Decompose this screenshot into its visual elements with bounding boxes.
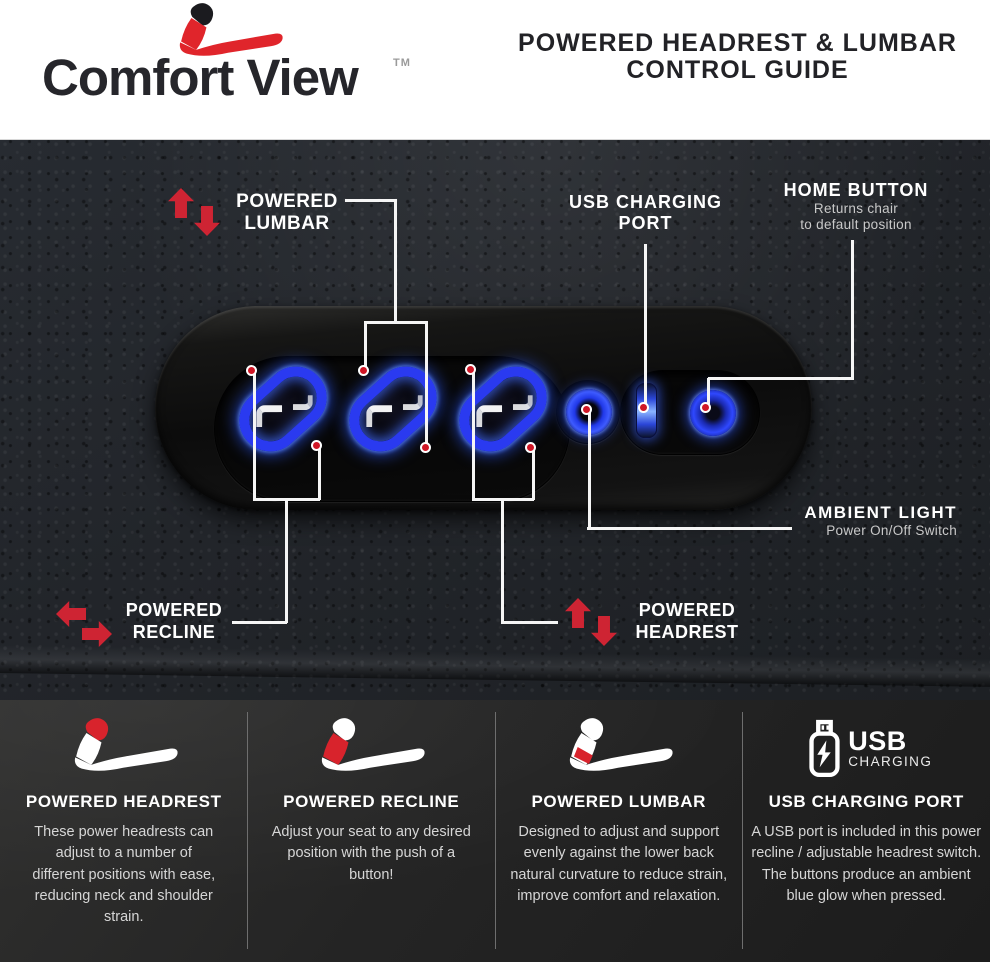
feature-usb-charging: [743, 700, 990, 962]
reflection-highlight: [366, 405, 392, 427]
callout-dot: [246, 365, 257, 376]
recline-callout-label: RECLINE: [132, 622, 216, 642]
lumbar-callout-label: POWERED: [236, 191, 338, 212]
feature-body: Adjust your seat to any desired position with the push of a button!: [271, 824, 471, 883]
cushion-seam: [0, 645, 990, 688]
right-arrow-icon: [82, 621, 112, 647]
reflection-highlight: [403, 395, 423, 410]
home-button[interactable]: [690, 390, 736, 436]
down-arrow-icon: [194, 206, 220, 236]
usb-callout-label: USB CHARGING: [568, 192, 722, 212]
home-button-callout: [770, 180, 942, 233]
headrest-callout-label: HEADREST: [635, 622, 739, 642]
page-title-line2: CONTROL GUIDE: [626, 56, 849, 84]
callout-line: [644, 244, 647, 410]
page-title-line1: POWERED HEADREST & LUMBAR: [518, 29, 957, 57]
callout-dot: [525, 442, 536, 453]
callout-line: [232, 621, 287, 624]
feature-heading: USB CHARGING PORT: [768, 792, 964, 811]
callout-line: [501, 498, 504, 623]
callout-dot: [700, 402, 711, 413]
callout-line: [707, 378, 710, 404]
usb-stick-icon: [800, 715, 848, 781]
feature-body: Designed to adjust and support evenly against the lower back natural curvature to reduce strain, improve comfort and relaxation.: [510, 824, 728, 904]
reflection-highlight: [256, 405, 282, 427]
callout-dot: [311, 440, 322, 451]
reflection-highlight: [513, 395, 533, 410]
feature-heading: POWERED HEADREST: [25, 792, 222, 811]
up-arrow-icon: [565, 598, 591, 628]
down-arrow-icon: [591, 616, 617, 646]
callout-line: [851, 240, 854, 380]
callout-dot: [358, 365, 369, 376]
header: [0, 0, 990, 140]
callout-line: [394, 200, 397, 322]
feature-body: These power headrests can adjust to a number of different positions with ease, reducing neck and shoulder strain.: [32, 824, 216, 926]
home-callout-title: HOME BUTTON: [783, 180, 929, 200]
usb-callout-label: PORT: [618, 213, 673, 233]
brand-wordmark: Comfort View: [42, 49, 358, 106]
callout-line: [532, 450, 535, 500]
callout-line: [345, 199, 397, 202]
usb-charging-icon: [743, 714, 990, 782]
left-arrow-icon: [56, 601, 86, 627]
home-callout-sub: to default position: [800, 217, 912, 232]
chair-red-headrest-icon: [0, 714, 248, 782]
usb-port-callout: [563, 192, 728, 234]
callout-line: [501, 621, 558, 624]
callout-line: [472, 372, 475, 500]
trademark-symbol: TM: [393, 57, 411, 69]
reflection-highlight: [476, 405, 502, 427]
callout-line: [708, 377, 853, 380]
feature-heading: POWERED RECLINE: [283, 792, 460, 811]
feature-powered-recline: [248, 700, 496, 962]
chair-red-backrest-icon: [248, 714, 496, 782]
usb-icon-label: USB: [848, 726, 907, 756]
reflection-highlight: [293, 395, 313, 410]
feature-body: A USB port is included in this power recline / adjustable headrest switch. The buttons produce an ambient blue glow when pressed.: [751, 824, 982, 904]
callout-dot: [581, 404, 592, 415]
callout-dot: [638, 402, 649, 413]
feature-powered-lumbar: [495, 700, 743, 962]
chair-red-lumbar-icon: [495, 714, 743, 782]
control-panel-photo: [0, 140, 990, 700]
callout-line: [425, 322, 428, 450]
feature-strip: [0, 700, 990, 962]
callout-dot: [420, 442, 431, 453]
callout-line: [318, 448, 321, 500]
callout-line: [285, 498, 288, 623]
ambient-callout-title: AMBIENT LIGHT: [804, 503, 957, 522]
recline-callout-label: POWERED: [125, 600, 223, 620]
callout-dot: [465, 364, 476, 375]
feature-heading: POWERED LUMBAR: [531, 792, 707, 811]
ambient-callout-sub: Power On/Off Switch: [826, 523, 957, 538]
feature-powered-headrest: [0, 700, 248, 962]
headrest-callout-label: POWERED: [638, 600, 736, 620]
page-title: [510, 30, 965, 84]
lumbar-callout-label: LUMBAR: [244, 213, 330, 234]
callout-line: [253, 373, 256, 500]
home-callout-sub: Returns chair: [813, 201, 899, 216]
usb-icon-sublabel: CHARGING: [848, 754, 933, 769]
callout-line: [364, 321, 428, 324]
ambient-light-callout: [757, 502, 957, 539]
callout-line: [588, 412, 591, 529]
up-arrow-icon: [168, 188, 194, 218]
